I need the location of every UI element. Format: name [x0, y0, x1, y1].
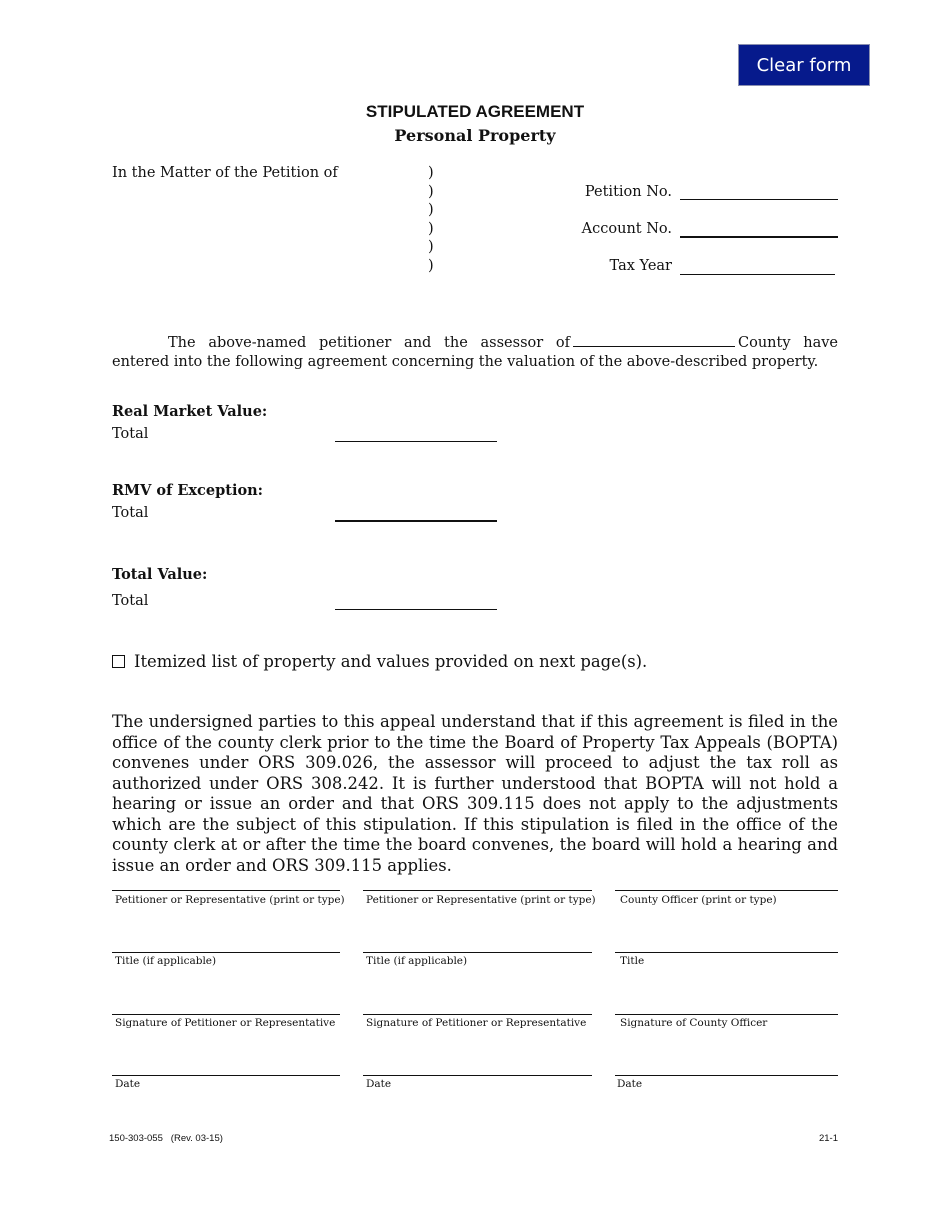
- sig-label: Signature of Petitioner or Representative: [366, 1017, 587, 1029]
- form-number: 150-303-055 (Rev. 03-15): [109, 1133, 223, 1144]
- sig-label: Title: [620, 955, 645, 967]
- sig-field-col3-name[interactable]: [615, 890, 838, 891]
- sig-field-col3-title[interactable]: [615, 952, 838, 953]
- agreement-text-part2: County have entered into the following agreement concerning the valuation of the above-described property.: [112, 335, 838, 370]
- county-name-field[interactable]: [573, 332, 735, 347]
- rmv-exception-total-field[interactable]: [335, 502, 497, 522]
- sig-label: Date: [366, 1078, 392, 1090]
- paren: ): [428, 221, 434, 237]
- sig-field-col2-signature[interactable]: [363, 1014, 592, 1015]
- sig-field-col1-date[interactable]: [112, 1075, 340, 1076]
- tax-year-field[interactable]: [680, 256, 835, 275]
- sig-field-col2-date[interactable]: [363, 1075, 592, 1076]
- sig-field-col2-name[interactable]: [363, 890, 592, 891]
- sig-label: Date: [617, 1078, 643, 1090]
- rmv-exception-label: RMV of Exception:: [112, 482, 264, 499]
- total-value-label: Total Value:: [112, 566, 208, 583]
- sig-field-col2-title[interactable]: [363, 952, 592, 953]
- sig-label: Title (if applicable): [366, 955, 468, 967]
- rmv-exception-total-label: Total: [112, 505, 149, 521]
- sig-field-col1-name[interactable]: [112, 890, 340, 891]
- page-title: STIPULATED AGREEMENT: [365, 102, 585, 121]
- paren: ): [428, 184, 434, 200]
- tax-year-label: Tax Year: [609, 258, 672, 274]
- paren: ): [428, 239, 434, 255]
- agreement-paragraph: [112, 332, 838, 372]
- total-value-total-label: Total: [112, 593, 149, 609]
- agreement-text-part1: The above-named petitioner and the assessor of: [168, 335, 570, 351]
- rmv-total-field[interactable]: [335, 423, 497, 442]
- total-value-field[interactable]: [335, 591, 497, 610]
- sig-label: Petitioner or Representative (print or type): [115, 894, 345, 906]
- sig-label: Petitioner or Representative (print or type): [366, 894, 596, 906]
- sig-label: Title (if applicable): [115, 955, 217, 967]
- petition-no-field[interactable]: [680, 181, 838, 200]
- sig-field-col3-signature[interactable]: [615, 1014, 838, 1015]
- sig-label: County Officer (print or type): [620, 894, 777, 906]
- sig-label: Date: [115, 1078, 141, 1090]
- account-no-field[interactable]: [680, 218, 838, 238]
- rmv-label: Real Market Value:: [112, 403, 268, 420]
- page-code: 21-1: [818, 1133, 838, 1144]
- sig-field-col1-title[interactable]: [112, 952, 340, 953]
- sig-field-col1-signature[interactable]: [112, 1014, 340, 1015]
- matter-label: In the Matter of the Petition of: [112, 165, 338, 181]
- sig-label: Signature of Petitioner or Representative: [115, 1017, 336, 1029]
- itemized-checkbox[interactable]: [112, 655, 125, 668]
- sig-label: Signature of County Officer: [620, 1017, 768, 1029]
- paren: ): [428, 165, 434, 181]
- page-subtitle: Personal Property: [394, 126, 556, 145]
- paren: ): [428, 258, 434, 274]
- petition-no-label: Petition No.: [584, 184, 672, 200]
- itemized-checkbox-label: Itemized list of property and values provided on next page(s).: [134, 652, 648, 671]
- paren: ): [428, 202, 434, 218]
- rmv-total-label: Total: [112, 426, 149, 442]
- clear-form-button[interactable]: Clear form: [738, 44, 870, 86]
- understanding-paragraph: The undersigned parties to this appeal understand that if this agreement is filed in the office of the county clerk prior to the time the Board of Property Tax Appeals (BOPTA) convenes under ORS 309.026, the assessor will proceed to adjust the tax roll as authorized under ORS 308.242. It is further understood that BOPTA will not hold a hearing or issue an order and that ORS 309.115 does not apply to the adjustments which are the subject of this stipulation. If this stipulation is filed in the office of the county clerk at or after the time the board convenes, the board will hold a hearing and issue an order and ORS 309.115 applies.: [112, 712, 838, 875]
- sig-field-col3-date[interactable]: [615, 1075, 838, 1076]
- account-no-label: Account No.: [581, 221, 672, 237]
